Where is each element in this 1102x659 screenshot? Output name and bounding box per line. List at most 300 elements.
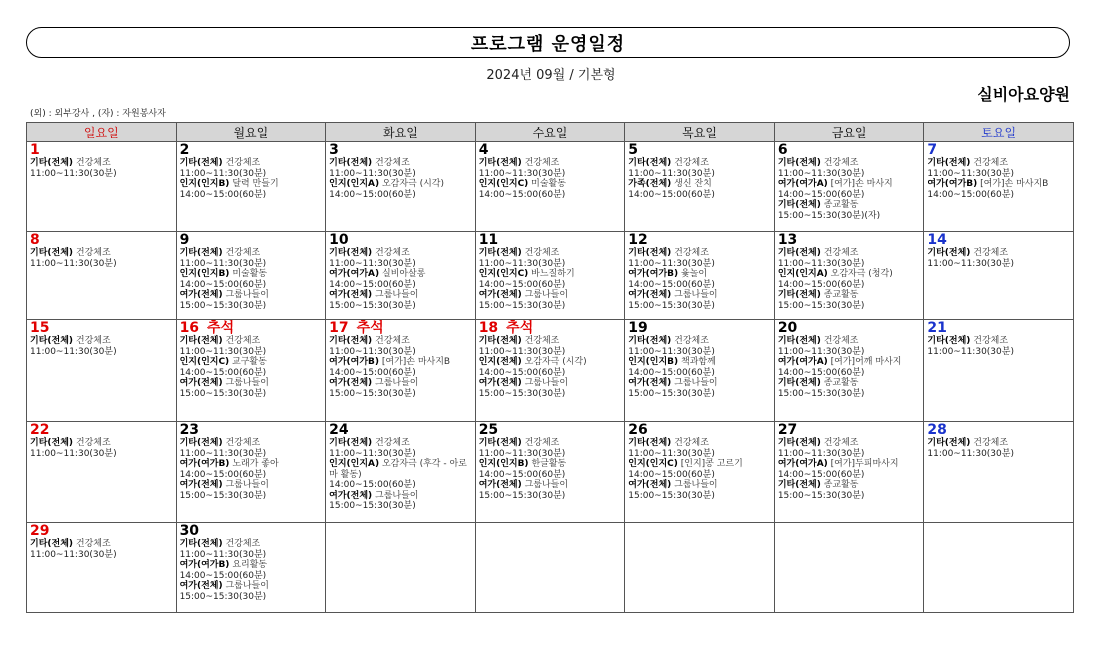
day-number — [30, 143, 174, 158]
program-category: 기타(전체) — [777, 248, 821, 258]
program-category: 여가(전체) — [179, 378, 223, 388]
day-cell — [27, 320, 177, 422]
day-cell — [924, 142, 1074, 232]
program-time: 11:00~11:30(30분) — [628, 168, 715, 179]
day-number — [180, 321, 324, 336]
holiday-label: 추석 — [207, 320, 235, 336]
program-category: 가족(전체) — [628, 179, 672, 189]
program-time: 15:00~15:30(30분) — [478, 490, 566, 501]
program-time: 11:00~11:30(30분) — [628, 448, 715, 459]
program-entry — [30, 336, 174, 347]
program-name: 바느질하기 — [531, 269, 575, 279]
program-time: 14:00~15:00(60분) — [927, 189, 1014, 200]
program-time: 11:00~11:30(30분) — [478, 448, 566, 459]
calendar-table — [26, 122, 1074, 613]
empty-day-cell — [924, 523, 1074, 613]
empty-day-cell — [625, 523, 775, 613]
program-time: 11:00~11:30(30분) — [329, 448, 416, 459]
program-category: 인지(인지B) — [179, 179, 230, 189]
holiday-label: 추석 — [506, 320, 534, 336]
program-entry — [628, 357, 772, 368]
day-number-text: 15 — [30, 320, 50, 336]
program-entry — [778, 200, 922, 211]
program-entry — [927, 158, 1071, 169]
program-category: 여가(전체) — [478, 480, 522, 490]
program-name: 한글활동 — [531, 459, 567, 469]
program-time: 14:00~15:00(60분) — [179, 570, 267, 581]
program-category: 여가(전체) — [478, 378, 522, 388]
program-time: 14:00~15:00(60분) — [628, 469, 715, 480]
day-number — [479, 143, 623, 158]
day-number-text: 26 — [628, 422, 648, 438]
program-name: 건강체조 — [75, 539, 111, 549]
program-name: [여가]손 마사지B — [381, 357, 451, 367]
program-time: 14:00~15:00(60분) — [329, 480, 416, 490]
program-category: 기타(전체) — [30, 158, 74, 168]
program-name: 그룹나들이 — [375, 378, 419, 388]
program-entry — [778, 269, 922, 280]
program-time: 14:00~15:00(60분) — [628, 189, 715, 200]
program-time: 11:00~11:30(30분) — [329, 346, 416, 357]
day-number-text: 29 — [30, 523, 50, 539]
program-category: 기타(전체) — [777, 200, 821, 210]
day-cell — [475, 232, 625, 320]
program-category: 여가(전체) — [628, 480, 672, 490]
day-number-text: 24 — [329, 422, 349, 438]
program-name: 그룹나들이 — [524, 290, 569, 300]
day-number — [927, 321, 1071, 336]
program-name: 건강체조 — [524, 248, 560, 258]
program-time: 15:00~15:30(30분) — [628, 490, 715, 501]
program-name: [여가]손 마사지 — [830, 179, 893, 189]
empty-day-cell — [475, 523, 625, 613]
program-time: 14:00~15:00(60분) — [777, 469, 865, 480]
program-category: 기타(전체) — [30, 438, 74, 448]
program-name: 건강체조 — [225, 438, 261, 448]
program-entry — [479, 336, 623, 347]
program-name: 건강체조 — [524, 438, 560, 448]
day-cell — [774, 232, 924, 320]
day-number-text: 30 — [179, 523, 200, 539]
day-number-text: 21 — [927, 320, 947, 336]
program-category: 인지(인지A) — [329, 459, 380, 469]
day-number — [329, 321, 473, 336]
program-entry — [180, 179, 324, 190]
program-name: 건강체조 — [524, 336, 560, 346]
program-time: 11:00~11:30(30분) — [30, 549, 117, 560]
day-cell — [924, 232, 1074, 320]
program-entry — [628, 459, 772, 470]
program-entry — [479, 480, 623, 491]
program-category: 여가(여가B) — [927, 179, 978, 189]
program-category: 기타(전체) — [478, 438, 522, 448]
program-time: 14:00~15:00(60분) — [179, 279, 267, 290]
program-category: 기타(전체) — [329, 158, 373, 168]
program-category: 여가(전체) — [329, 378, 373, 388]
day-cell — [176, 523, 326, 613]
program-entry — [479, 179, 623, 190]
week-row — [27, 232, 1074, 320]
program-name: 달력 만들기 — [232, 179, 279, 189]
day-cell — [326, 320, 476, 422]
program-name: 그룹나들이 — [375, 490, 419, 501]
program-category: 기타(전체) — [927, 158, 971, 168]
program-time: 14:00~15:00(60분) — [179, 367, 267, 378]
program-time: 14:00~15:00(60분) — [777, 279, 865, 290]
program-name: 건강체조 — [75, 336, 111, 346]
program-name: [여가]어깨 마사지 — [830, 357, 902, 367]
program-name: 건강체조 — [674, 158, 709, 168]
day-cell — [924, 422, 1074, 523]
program-time: 15:00~15:30(30분) — [478, 300, 566, 311]
weekday-header-row — [27, 123, 1074, 142]
program-category: 인지(인지C) — [478, 269, 529, 279]
program-time: 14:00~15:00(60분) — [329, 279, 416, 290]
program-name: 노래가 좋아 — [232, 459, 279, 469]
day-number-text: 14 — [927, 232, 947, 248]
program-name: 건강체조 — [225, 158, 261, 168]
day-cell — [27, 523, 177, 613]
program-entry — [778, 158, 922, 169]
program-entry — [628, 378, 772, 389]
day-cell — [774, 320, 924, 422]
program-entry — [479, 459, 623, 470]
program-entry — [778, 290, 922, 301]
program-time: 15:00~15:30(30분) — [777, 300, 865, 311]
program-entry — [180, 480, 324, 491]
program-name: 미술활동 — [232, 269, 268, 279]
program-name: 건강체조 — [375, 336, 410, 346]
program-time: 15:00~15:30(30분) — [329, 300, 416, 311]
program-entry — [30, 248, 174, 259]
week-row — [27, 142, 1074, 232]
program-time: 11:00~11:30(30분) — [628, 258, 715, 269]
program-name: 건강체조 — [225, 336, 261, 346]
program-category: 기타(전체) — [927, 438, 971, 448]
day-number-text: 16 — [179, 320, 200, 336]
day-number-text: 11 — [478, 232, 499, 248]
program-entry — [329, 438, 473, 449]
program-name: 미술활동 — [531, 179, 566, 189]
program-time: 11:00~11:30(30분) — [478, 168, 566, 179]
program-entry — [329, 269, 473, 280]
program-entry — [329, 290, 473, 301]
page-subtitle: 2024년 09월 / 기본형 — [486, 68, 616, 83]
program-time: 11:00~11:30(30분) — [179, 258, 267, 269]
program-name: 종교활동 — [823, 480, 859, 490]
program-name: 건강체조 — [375, 438, 410, 448]
program-name: 그룹나들이 — [225, 290, 269, 300]
program-name: 건강체조 — [75, 248, 111, 258]
day-number — [30, 233, 174, 248]
program-time: 14:00~15:00(60분) — [329, 189, 416, 200]
day-number-text: 1 — [30, 142, 40, 158]
program-category: 기타(전체) — [628, 438, 672, 448]
day-number — [329, 233, 473, 248]
program-category: 기타(전체) — [179, 438, 223, 448]
program-category: 기타(전체) — [777, 438, 821, 448]
program-entry — [628, 248, 772, 259]
program-name: 건강체조 — [973, 248, 1009, 258]
program-time: 15:00~15:30(30분) — [179, 490, 267, 501]
program-category: 기타(전체) — [179, 248, 223, 258]
program-category: 여가(여가B) — [179, 459, 230, 469]
program-category: 기타(전체) — [777, 158, 821, 168]
program-time: 15:00~15:30(30분) — [329, 501, 416, 511]
program-category: 기타(전체) — [30, 539, 74, 549]
program-time: 15:00~15:30(30분) — [777, 388, 865, 399]
program-category: 여가(전체) — [329, 290, 373, 300]
program-category: 기타(전체) — [179, 336, 223, 346]
program-time: 11:00~11:30(30분) — [179, 448, 267, 459]
day-cell — [326, 142, 476, 232]
holiday-label: 추석 — [356, 320, 384, 336]
day-cell — [176, 422, 326, 523]
program-category: 인지(인지C) — [628, 459, 678, 469]
program-name: 건강체조 — [674, 336, 709, 346]
week-row — [27, 320, 1074, 422]
program-entry — [628, 158, 772, 169]
program-category: 인지(인지B) — [478, 459, 529, 469]
program-time: 11:00~11:30(30분) — [478, 346, 566, 357]
program-name: 건강체조 — [225, 248, 261, 258]
program-entry — [479, 438, 623, 449]
day-number-text: 28 — [927, 422, 947, 438]
day-cell — [326, 422, 476, 523]
program-category: 인지(인지B) — [628, 357, 679, 367]
program-category: 기타(전체) — [329, 248, 373, 258]
program-entry — [927, 438, 1071, 449]
day-number — [180, 524, 324, 539]
program-category: 인지(인지C) — [478, 179, 529, 189]
program-name: [여가]손 마사지B — [980, 179, 1049, 189]
program-entry — [778, 378, 922, 389]
program-entry — [778, 179, 922, 190]
program-category: 여가(전체) — [478, 290, 522, 300]
day-cell — [326, 232, 476, 320]
program-entry — [778, 357, 922, 368]
day-number-text: 8 — [30, 232, 40, 248]
program-name: 교구활동 — [232, 357, 267, 367]
program-name: 요리활동 — [232, 560, 268, 570]
program-time: 11:00~11:30(30분) — [30, 168, 117, 179]
program-time: 11:00~11:30(30분) — [30, 448, 117, 459]
program-category: 여가(여가A) — [777, 357, 828, 367]
program-category: 기타(전체) — [478, 248, 522, 258]
day-cell — [27, 232, 177, 320]
day-cell — [625, 232, 775, 320]
program-name: [여가]두피마사지 — [830, 459, 899, 469]
program-time: 11:00~11:30(30분) — [30, 258, 117, 269]
day-cell — [774, 422, 924, 523]
weekday-sun: 일요일 — [27, 123, 177, 142]
day-cell — [774, 142, 924, 232]
program-category: 기타(전체) — [777, 378, 821, 388]
program-category: 인지(인지B) — [179, 269, 230, 279]
program-category: 여가(여가B) — [179, 560, 230, 570]
program-entry — [329, 491, 473, 502]
day-number — [479, 423, 623, 438]
program-name: 책과함께 — [681, 357, 716, 367]
program-time: 11:00~11:30(30분) — [478, 258, 566, 269]
program-entry — [927, 248, 1071, 259]
program-entry — [778, 480, 922, 491]
program-entry — [628, 438, 772, 449]
program-entry — [180, 336, 324, 347]
program-category: 여가(여가B) — [628, 269, 679, 279]
program-entry — [927, 179, 1071, 190]
program-entry — [329, 248, 473, 259]
day-number — [628, 423, 772, 438]
day-number — [927, 143, 1071, 158]
program-entry — [180, 269, 324, 280]
program-name: 건강체조 — [225, 539, 261, 549]
program-name: 그룹나들이 — [375, 290, 419, 300]
program-time: 15:00~15:30(30분) — [329, 388, 416, 399]
program-category: 여가(여가A) — [329, 269, 380, 279]
program-entry — [628, 336, 772, 347]
program-entry — [778, 438, 922, 449]
program-name: 오감자극 (청각) — [830, 269, 893, 279]
program-name: 오감자극 (후각 - 아로마 활동) — [329, 459, 467, 480]
program-time: 14:00~15:00(60분) — [628, 367, 715, 378]
weekday-thu: 목요일 — [625, 123, 775, 142]
day-number — [778, 233, 922, 248]
program-name: 건강체조 — [75, 158, 111, 168]
program-name: 건강체조 — [973, 158, 1009, 168]
program-entry — [778, 248, 922, 259]
program-entry — [778, 336, 922, 347]
program-entry — [180, 248, 324, 259]
program-category: 기타(전체) — [777, 480, 821, 490]
program-entry — [30, 158, 174, 169]
program-time: 14:00~15:00(60분) — [478, 469, 566, 480]
day-number — [479, 233, 623, 248]
day-number — [778, 423, 922, 438]
day-cell — [27, 422, 177, 523]
program-time: 11:00~11:30(30분) — [30, 346, 117, 357]
program-category: 기타(전체) — [927, 336, 971, 346]
day-number-text: 5 — [628, 142, 638, 158]
program-category: 여가(전체) — [329, 490, 373, 501]
program-category: 기타(전체) — [329, 336, 373, 346]
program-category: 여가(전체) — [179, 480, 223, 490]
program-name: 건강체조 — [973, 438, 1009, 448]
program-name: [인지]콩 고르기 — [680, 459, 743, 469]
program-name: 그룹나들이 — [225, 480, 269, 490]
day-number — [30, 423, 174, 438]
program-time: 14:00~15:00(60분) — [179, 189, 267, 200]
program-entry — [180, 158, 324, 169]
program-entry — [329, 158, 473, 169]
day-number — [329, 143, 473, 158]
day-number — [778, 143, 922, 158]
program-category: 인지(인지A) — [329, 179, 380, 189]
program-time: 14:00~15:00(60분) — [329, 367, 416, 378]
program-entry — [180, 378, 324, 389]
program-entry — [479, 269, 623, 280]
program-time: 11:00~11:30(30분) — [777, 168, 865, 179]
day-number-text: 27 — [777, 422, 798, 438]
program-entry — [180, 290, 324, 301]
program-category: 기타(전체) — [628, 158, 672, 168]
day-number-text: 4 — [478, 142, 489, 158]
program-name: 그룹나들이 — [524, 480, 569, 490]
day-number — [778, 321, 922, 336]
program-name: 그룹나들이 — [674, 480, 718, 490]
weekday-wed: 수요일 — [475, 123, 625, 142]
program-category: 기타(전체) — [30, 336, 74, 346]
program-time: 11:00~11:30(30분) — [628, 346, 715, 357]
program-time: 15:00~15:30(30분) — [777, 490, 865, 501]
day-number-text: 10 — [329, 232, 349, 248]
program-entry — [479, 290, 623, 301]
program-entry — [329, 336, 473, 347]
program-entry — [329, 378, 473, 389]
program-entry — [329, 179, 473, 190]
page-title: 프로그램 운영일정 — [26, 27, 1070, 58]
program-name: 건강체조 — [823, 158, 859, 168]
program-time: 11:00~11:30(30분) — [777, 258, 865, 269]
program-name: 건강체조 — [823, 248, 859, 258]
program-name: 건강체조 — [674, 438, 709, 448]
program-category: 여가(전체) — [179, 581, 223, 591]
program-category: 기타(전체) — [777, 290, 821, 300]
program-name: 오감자극 (시각) — [524, 357, 587, 367]
program-entry — [180, 438, 324, 449]
program-entry — [628, 269, 772, 280]
program-category: 기타(전체) — [628, 336, 672, 346]
program-category: 기타(전체) — [777, 336, 821, 346]
program-category: 기타(전체) — [329, 438, 373, 448]
day-number — [628, 321, 772, 336]
program-entry — [329, 357, 473, 368]
program-time: 15:00~15:30(30분) — [478, 388, 566, 399]
program-entry — [180, 357, 324, 368]
day-number-text: 25 — [478, 422, 499, 438]
day-number-text: 23 — [179, 422, 200, 438]
program-name: 건강체조 — [75, 438, 111, 448]
program-entry — [30, 438, 174, 449]
program-name: 건강체조 — [823, 336, 859, 346]
day-cell — [625, 320, 775, 422]
program-time: 14:00~15:00(60분) — [777, 189, 865, 200]
empty-day-cell — [774, 523, 924, 613]
program-entry — [479, 248, 623, 259]
day-number-text: 20 — [777, 320, 798, 336]
program-time: 11:00~11:30(30분) — [927, 448, 1014, 459]
day-number-text: 9 — [179, 232, 190, 248]
program-name: 종교활동 — [823, 200, 859, 210]
program-name: 실비아살롱 — [381, 269, 426, 279]
day-number — [927, 233, 1071, 248]
day-cell — [625, 142, 775, 232]
day-cell — [625, 422, 775, 523]
program-time: 11:00~11:30(30분) — [329, 168, 416, 179]
program-name: 건강체조 — [823, 438, 859, 448]
program-time: 14:00~15:00(60분) — [478, 367, 566, 378]
program-category: 여가(여가A) — [777, 179, 828, 189]
program-category: 기타(전체) — [30, 248, 74, 258]
day-number-text: 3 — [329, 142, 339, 158]
program-time: 15:00~15:30(30분) — [179, 591, 267, 602]
program-category: 기타(전체) — [478, 336, 522, 346]
program-entry — [628, 290, 772, 301]
program-entry — [180, 459, 324, 470]
day-number-text: 19 — [628, 320, 648, 336]
program-entry — [628, 480, 772, 491]
program-category: 여가(여가A) — [777, 459, 828, 469]
